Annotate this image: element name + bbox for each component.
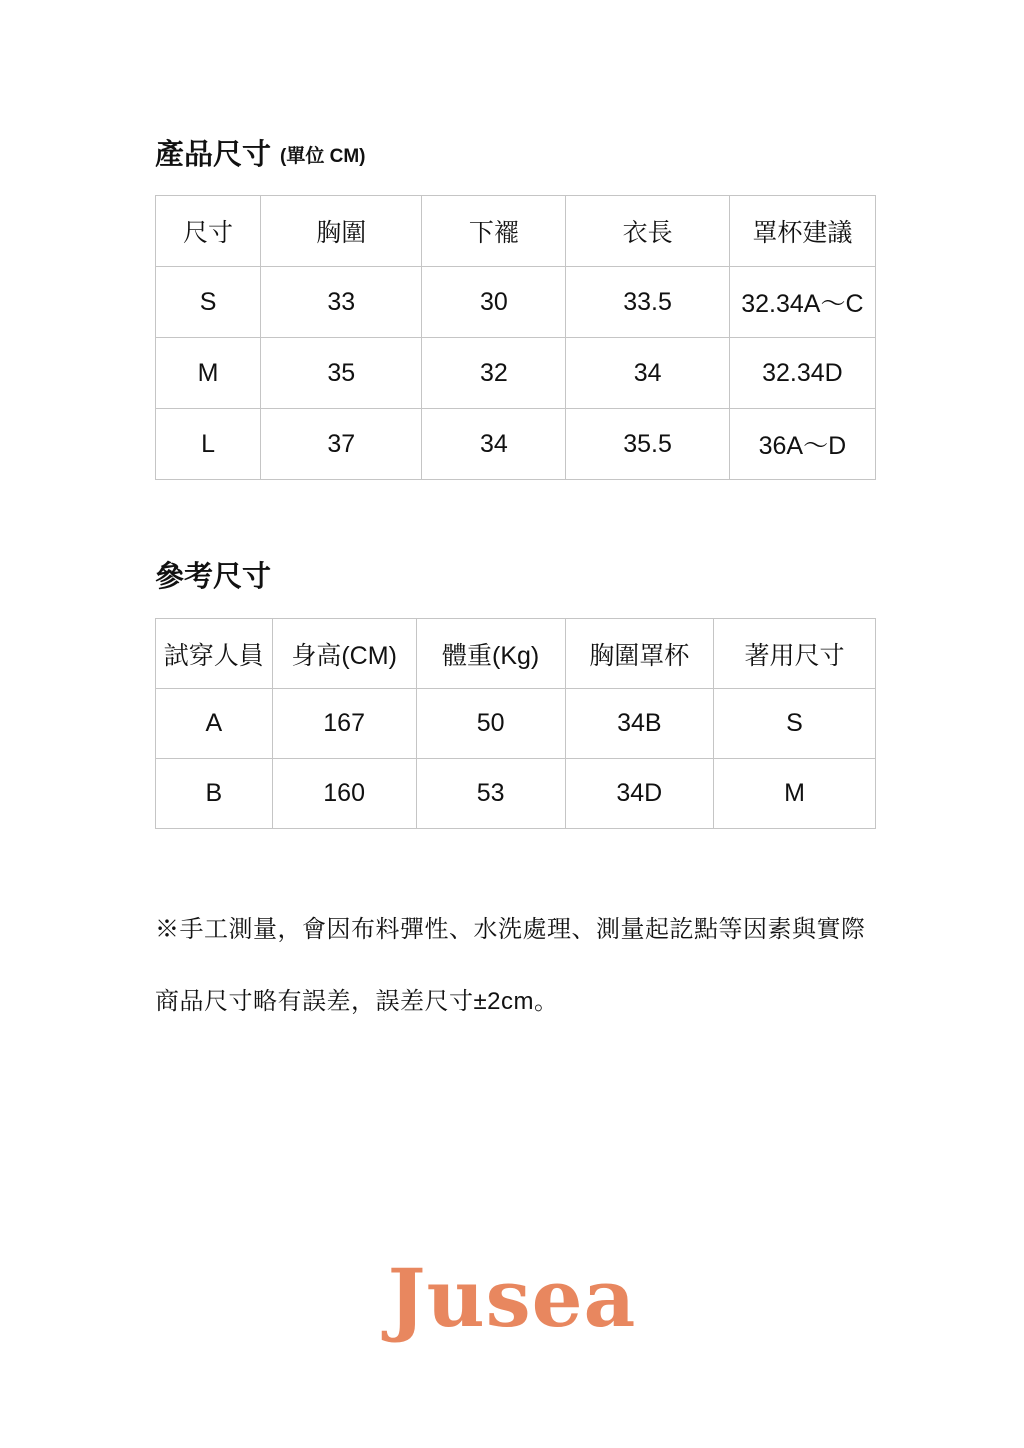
table-cell: 33 [261,267,422,338]
column-header: 胸圍 [261,196,422,267]
table-cell: 53 [416,759,565,829]
table-cell: 34D [565,759,713,829]
table-cell: S [156,267,261,338]
column-header: 罩杯建議 [729,196,875,267]
table-cell: 36A～D [729,409,875,480]
unit-label: (單位 CM) [280,146,366,167]
table-cell: B [156,759,273,829]
table-cell: 32 [422,338,566,409]
column-header: 下襬 [422,196,566,267]
column-header: 身高(CM) [272,619,416,689]
column-header: 體重(Kg) [416,619,565,689]
table-cell: 30 [422,267,566,338]
reference-size-title: 參考尺寸 [155,561,272,593]
table-cell: 167 [272,689,416,759]
table-cell: M [156,338,261,409]
column-header: 胸圍罩杯 [565,619,713,689]
column-header: 著用尺寸 [713,619,875,689]
column-header: 衣長 [566,196,729,267]
table-row [156,338,876,409]
table-cell: 37 [261,409,422,480]
product-size-title-text: 產品尺寸 [155,139,272,171]
table-cell: L [156,409,261,480]
table-row [156,759,876,829]
column-header: 試穿人員 [156,619,273,689]
table-cell: 33.5 [566,267,729,338]
table-cell: S [713,689,875,759]
reference-size-table [155,618,876,829]
table-row [156,267,876,338]
table-cell: 50 [416,689,565,759]
table-cell: 32.34A～C [729,267,875,338]
table-cell: M [713,759,875,829]
table-cell: 34 [422,409,566,480]
table-cell: 35.5 [566,409,729,480]
header-row [156,196,876,267]
table-row [156,409,876,480]
header-row [156,619,876,689]
table-row [156,689,876,759]
table-cell: 32.34D [729,338,875,409]
table-cell: 34B [565,689,713,759]
table-cell: 34 [566,338,729,409]
product-size-table [155,195,876,480]
product-size-title [155,138,366,173]
column-header: 尺寸 [156,196,261,267]
table-cell: A [156,689,273,759]
table-cell: 160 [272,759,416,829]
measurement-note-line-2: 商品尺寸略有誤差，誤差尺寸±2cm。 [155,988,559,1015]
jusea-brand-logo: Jusea [387,1251,637,1345]
table-cell: 35 [261,338,422,409]
measurement-note-line-1: ※手工測量，會因布料彈性、水洗處理、測量起訖點等因素與實際 [155,916,866,943]
